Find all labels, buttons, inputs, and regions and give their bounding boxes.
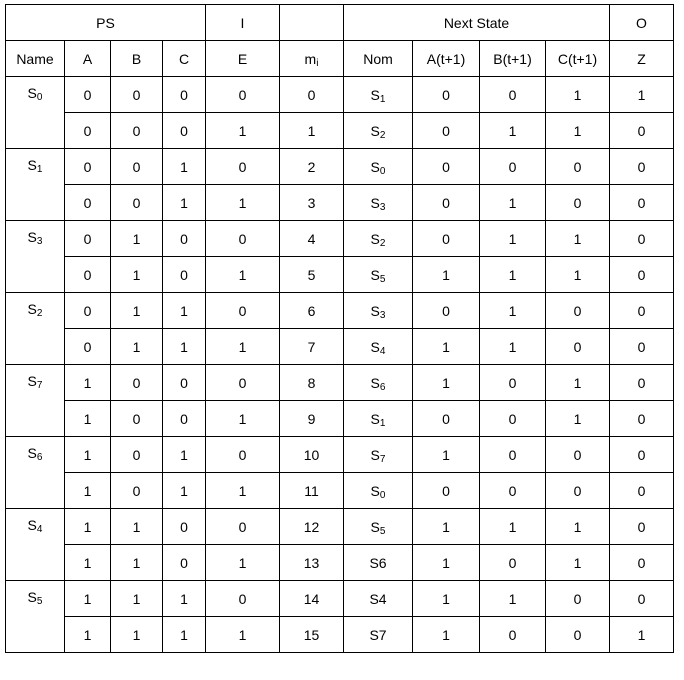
cell-ct1: 1 — [546, 113, 610, 149]
cell-z: 0 — [610, 113, 674, 149]
cell-m: 8 — [280, 365, 344, 401]
cell-ct1: 0 — [546, 473, 610, 509]
cell-at1: 0 — [413, 77, 480, 113]
column-header-row — [6, 41, 674, 77]
cell-a: 0 — [65, 77, 111, 113]
col-m-base: m — [304, 50, 317, 67]
cell-z: 1 — [610, 617, 674, 653]
cell-bt1: 1 — [480, 329, 546, 365]
next-state-name: S — [370, 230, 380, 247]
cell-b: 0 — [111, 149, 163, 185]
state-name: S — [27, 85, 37, 101]
table-row — [6, 257, 674, 293]
table-row — [6, 545, 674, 581]
cell-e: 0 — [206, 437, 280, 473]
state-name: S — [27, 373, 37, 389]
cell-a: 1 — [65, 473, 111, 509]
cell-ct1: 0 — [546, 437, 610, 473]
cell-at1: 0 — [413, 293, 480, 329]
cell-e: 0 — [206, 293, 280, 329]
next-state-name: S4 — [369, 590, 387, 607]
cell-ct1: 0 — [546, 617, 610, 653]
state-name-sub: 4 — [36, 524, 43, 535]
next-state-name-sub: 7 — [379, 453, 386, 465]
next-state-name-sub: 2 — [379, 129, 386, 141]
cell-nom — [344, 545, 413, 581]
cell-a: 0 — [65, 329, 111, 365]
cell-nom — [344, 617, 413, 653]
next-state-name-sub: 0 — [379, 489, 386, 501]
next-state-name: S — [370, 302, 380, 319]
cell-bt1: 0 — [480, 437, 546, 473]
cell-at1: 0 — [413, 221, 480, 257]
table-row — [6, 509, 674, 545]
cell-a: 0 — [65, 185, 111, 221]
next-state-name-sub: 1 — [379, 93, 386, 105]
cell-z: 0 — [610, 329, 674, 365]
table-row — [6, 329, 674, 365]
next-state-name: S — [370, 158, 380, 175]
cell-c: 1 — [163, 149, 206, 185]
table-row — [6, 401, 674, 437]
cell-b: 0 — [111, 473, 163, 509]
cell-a: 1 — [65, 437, 111, 473]
cell-ct1: 0 — [546, 149, 610, 185]
cell-e: 1 — [206, 329, 280, 365]
state-name-cell — [6, 77, 65, 149]
cell-b: 1 — [111, 221, 163, 257]
cell-at1: 0 — [413, 473, 480, 509]
next-state-name-sub: 3 — [379, 201, 386, 213]
group-header-row — [6, 5, 674, 41]
cell-at1: 1 — [413, 365, 480, 401]
cell-bt1: 1 — [480, 509, 546, 545]
cell-at1: 0 — [413, 185, 480, 221]
state-name: S — [27, 157, 37, 173]
cell-m: 10 — [280, 437, 344, 473]
state-name-sub: 3 — [36, 236, 43, 247]
cell-at1: 1 — [413, 329, 480, 365]
cell-m: 12 — [280, 509, 344, 545]
cell-b: 0 — [111, 437, 163, 473]
col-b: B — [111, 41, 163, 77]
cell-bt1: 1 — [480, 257, 546, 293]
cell-bt1: 1 — [480, 113, 546, 149]
cell-z: 0 — [610, 185, 674, 221]
table-row — [6, 149, 674, 185]
cell-at1: 0 — [413, 149, 480, 185]
table-row — [6, 77, 674, 113]
cell-c: 0 — [163, 113, 206, 149]
cell-z: 0 — [610, 401, 674, 437]
cell-a: 1 — [65, 617, 111, 653]
cell-bt1: 1 — [480, 581, 546, 617]
col-nom: Nom — [344, 41, 413, 77]
state-name: S — [27, 229, 37, 245]
cell-a: 1 — [65, 401, 111, 437]
cell-bt1: 0 — [480, 77, 546, 113]
cell-at1: 0 — [413, 401, 480, 437]
state-name-cell — [6, 293, 65, 365]
col-a-next: A(t+1) — [413, 41, 480, 77]
group-ps: PS — [6, 5, 206, 41]
col-m-sub: i — [316, 57, 319, 69]
state-name-cell — [6, 365, 65, 437]
table-row — [6, 365, 674, 401]
cell-b: 1 — [111, 581, 163, 617]
cell-a: 0 — [65, 257, 111, 293]
cell-c: 0 — [163, 221, 206, 257]
cell-e: 1 — [206, 257, 280, 293]
cell-bt1: 0 — [480, 401, 546, 437]
group-next-state: Next State — [344, 5, 610, 41]
cell-ct1: 1 — [546, 77, 610, 113]
cell-e: 1 — [206, 617, 280, 653]
col-b-next: B(t+1) — [480, 41, 546, 77]
col-z: Z — [610, 41, 674, 77]
cell-b: 1 — [111, 329, 163, 365]
group-input: I — [206, 5, 280, 41]
cell-a: 0 — [65, 149, 111, 185]
cell-bt1: 0 — [480, 617, 546, 653]
table-row — [6, 293, 674, 329]
table-row — [6, 473, 674, 509]
cell-nom — [344, 257, 413, 293]
col-name: Name — [6, 41, 65, 77]
state-name-sub: 2 — [36, 308, 43, 319]
cell-at1: 1 — [413, 545, 480, 581]
cell-nom — [344, 293, 413, 329]
state-name: S — [27, 445, 37, 461]
cell-c: 1 — [163, 185, 206, 221]
cell-c: 1 — [163, 617, 206, 653]
cell-c: 0 — [163, 401, 206, 437]
cell-ct1: 1 — [546, 401, 610, 437]
cell-z: 0 — [610, 437, 674, 473]
next-state-name: S — [370, 482, 380, 499]
state-name: S — [27, 589, 37, 605]
cell-bt1: 0 — [480, 149, 546, 185]
cell-c: 0 — [163, 77, 206, 113]
next-state-name-sub: 6 — [379, 381, 386, 393]
cell-ct1: 0 — [546, 329, 610, 365]
next-state-name: S6 — [369, 554, 387, 571]
cell-e: 0 — [206, 149, 280, 185]
next-state-name: S7 — [369, 626, 387, 643]
cell-bt1: 1 — [480, 185, 546, 221]
cell-a: 0 — [65, 293, 111, 329]
cell-z: 0 — [610, 149, 674, 185]
cell-m: 4 — [280, 221, 344, 257]
cell-nom — [344, 437, 413, 473]
cell-c: 0 — [163, 509, 206, 545]
cell-c: 1 — [163, 437, 206, 473]
state-name-cell — [6, 221, 65, 293]
cell-at1: 1 — [413, 257, 480, 293]
col-e: E — [206, 41, 280, 77]
cell-e: 0 — [206, 581, 280, 617]
cell-bt1: 0 — [480, 545, 546, 581]
cell-bt1: 1 — [480, 293, 546, 329]
cell-e: 1 — [206, 401, 280, 437]
cell-at1: 1 — [413, 581, 480, 617]
cell-ct1: 1 — [546, 545, 610, 581]
cell-c: 1 — [163, 473, 206, 509]
cell-m: 15 — [280, 617, 344, 653]
cell-b: 0 — [111, 365, 163, 401]
cell-b: 0 — [111, 113, 163, 149]
cell-at1: 1 — [413, 509, 480, 545]
cell-b: 1 — [111, 293, 163, 329]
group-output: O — [610, 5, 674, 41]
cell-nom — [344, 185, 413, 221]
state-name: S — [27, 517, 37, 533]
cell-a: 1 — [65, 545, 111, 581]
table-row — [6, 113, 674, 149]
state-name: S — [27, 301, 37, 317]
cell-b: 1 — [111, 509, 163, 545]
cell-nom — [344, 401, 413, 437]
cell-ct1: 1 — [546, 257, 610, 293]
table-row — [6, 185, 674, 221]
col-a: A — [65, 41, 111, 77]
cell-b: 0 — [111, 401, 163, 437]
next-state-name: S — [370, 266, 380, 283]
cell-z: 0 — [610, 545, 674, 581]
cell-m: 9 — [280, 401, 344, 437]
cell-nom — [344, 581, 413, 617]
next-state-name: S — [370, 338, 380, 355]
cell-z: 0 — [610, 221, 674, 257]
next-state-name: S — [370, 374, 380, 391]
cell-nom — [344, 509, 413, 545]
cell-z: 0 — [610, 473, 674, 509]
cell-m: 0 — [280, 77, 344, 113]
cell-a: 1 — [65, 581, 111, 617]
cell-z: 1 — [610, 77, 674, 113]
cell-a: 1 — [65, 509, 111, 545]
cell-e: 0 — [206, 365, 280, 401]
state-name-sub: 6 — [36, 452, 43, 463]
cell-e: 1 — [206, 473, 280, 509]
cell-ct1: 1 — [546, 509, 610, 545]
cell-b: 1 — [111, 257, 163, 293]
cell-m: 6 — [280, 293, 344, 329]
cell-z: 0 — [610, 509, 674, 545]
cell-bt1: 1 — [480, 221, 546, 257]
cell-e: 1 — [206, 545, 280, 581]
next-state-name-sub: 0 — [379, 165, 386, 177]
col-m — [280, 41, 344, 77]
next-state-name-sub: 3 — [379, 309, 386, 321]
cell-a: 0 — [65, 221, 111, 257]
cell-bt1: 0 — [480, 365, 546, 401]
cell-z: 0 — [610, 257, 674, 293]
next-state-name: S — [370, 194, 380, 211]
cell-b: 1 — [111, 617, 163, 653]
cell-m: 13 — [280, 545, 344, 581]
cell-ct1: 0 — [546, 581, 610, 617]
table-row — [6, 437, 674, 473]
next-state-name: S — [370, 122, 380, 139]
state-name-cell — [6, 509, 65, 581]
cell-b: 0 — [111, 185, 163, 221]
cell-b: 0 — [111, 77, 163, 113]
cell-ct1: 0 — [546, 293, 610, 329]
state-name-sub: 5 — [36, 596, 43, 607]
cell-b: 1 — [111, 545, 163, 581]
state-name-cell — [6, 149, 65, 221]
next-state-name: S — [370, 410, 380, 427]
cell-m: 1 — [280, 113, 344, 149]
cell-z: 0 — [610, 293, 674, 329]
state-name-cell — [6, 581, 65, 653]
cell-nom — [344, 473, 413, 509]
cell-nom — [344, 221, 413, 257]
cell-c: 1 — [163, 581, 206, 617]
next-state-name-sub: 1 — [379, 417, 386, 429]
cell-nom — [344, 365, 413, 401]
cell-z: 0 — [610, 365, 674, 401]
cell-m: 3 — [280, 185, 344, 221]
next-state-name: S — [370, 446, 380, 463]
cell-m: 7 — [280, 329, 344, 365]
cell-c: 0 — [163, 257, 206, 293]
next-state-name: S — [370, 86, 380, 103]
cell-c: 1 — [163, 329, 206, 365]
state-name-sub: 1 — [36, 164, 43, 175]
col-c: C — [163, 41, 206, 77]
cell-c: 0 — [163, 545, 206, 581]
state-table — [5, 4, 674, 653]
cell-ct1: 1 — [546, 221, 610, 257]
cell-at1: 1 — [413, 437, 480, 473]
cell-e: 1 — [206, 185, 280, 221]
cell-c: 0 — [163, 365, 206, 401]
col-c-next: C(t+1) — [546, 41, 610, 77]
next-state-name-sub: 4 — [379, 345, 386, 357]
cell-m: 11 — [280, 473, 344, 509]
group-blank — [280, 5, 344, 41]
next-state-name: S — [370, 518, 380, 535]
cell-m: 14 — [280, 581, 344, 617]
cell-m: 5 — [280, 257, 344, 293]
cell-nom — [344, 149, 413, 185]
cell-c: 1 — [163, 293, 206, 329]
cell-e: 0 — [206, 77, 280, 113]
table-row — [6, 581, 674, 617]
cell-nom — [344, 77, 413, 113]
next-state-name-sub: 2 — [379, 237, 386, 249]
cell-z: 0 — [610, 581, 674, 617]
next-state-name-sub: 5 — [379, 525, 386, 537]
cell-at1: 1 — [413, 617, 480, 653]
cell-ct1: 1 — [546, 365, 610, 401]
state-name-sub: 0 — [36, 92, 43, 103]
next-state-name-sub: 5 — [379, 273, 386, 285]
cell-bt1: 0 — [480, 473, 546, 509]
cell-m: 2 — [280, 149, 344, 185]
cell-nom — [344, 329, 413, 365]
cell-e: 1 — [206, 113, 280, 149]
state-name-sub: 7 — [36, 380, 43, 391]
table-row — [6, 221, 674, 257]
state-name-cell — [6, 437, 65, 509]
cell-ct1: 0 — [546, 185, 610, 221]
cell-a: 1 — [65, 365, 111, 401]
cell-at1: 0 — [413, 113, 480, 149]
cell-nom — [344, 113, 413, 149]
cell-a: 0 — [65, 113, 111, 149]
table-row — [6, 617, 674, 653]
cell-e: 0 — [206, 221, 280, 257]
cell-e: 0 — [206, 509, 280, 545]
